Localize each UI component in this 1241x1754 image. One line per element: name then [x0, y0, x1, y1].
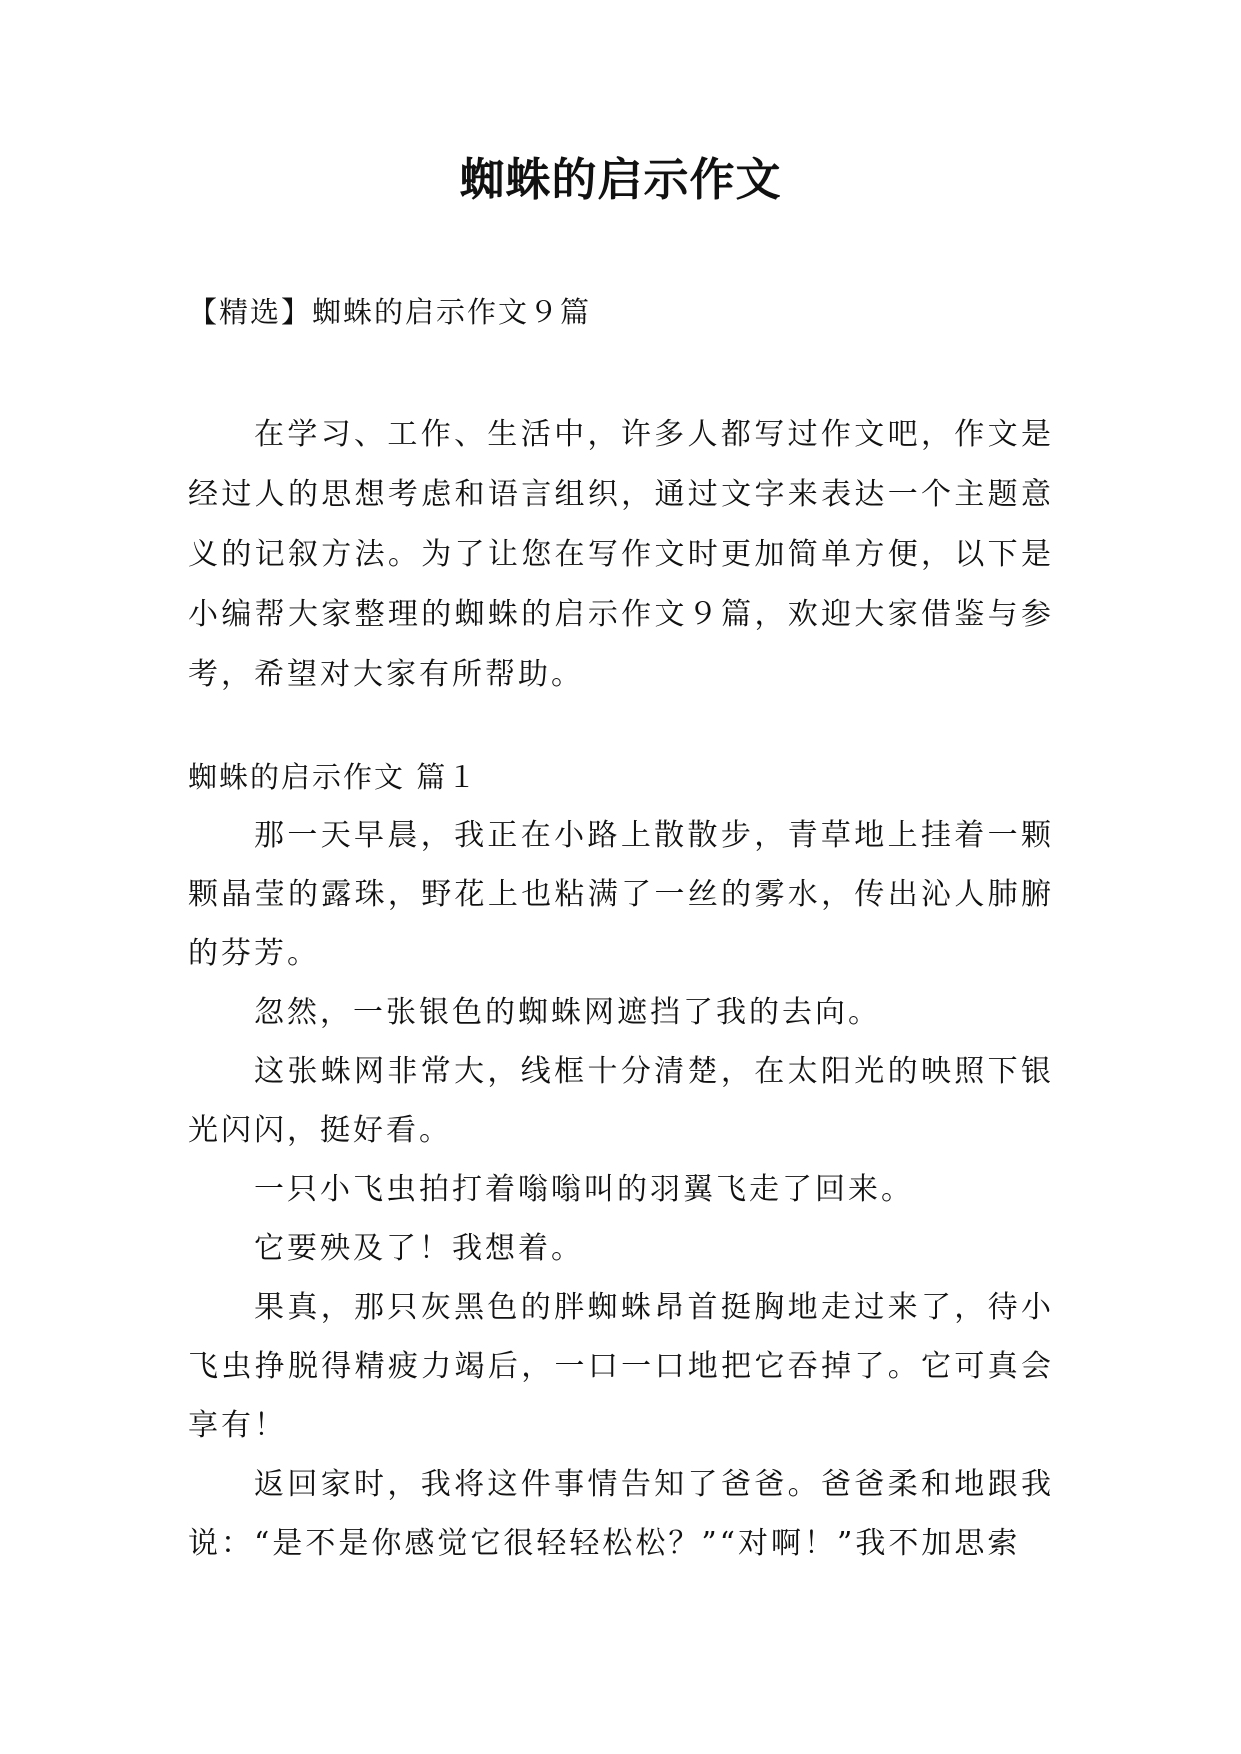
intro-paragraph: 在学习、工作、生活中，许多人都写过作文吧，作文是经过人的思想考虑和语言组织，通过文字来表达一个主题意义的记叙方法。为了让您在写作文时更加简单方便，以下是小编帮大家整理的蜘蛛的启示作文９篇，欢迎大家借鉴与参考，希望对大家有所帮助。 — [188, 417, 1054, 692]
document-subtitle: 【精选】蜘蛛的启示作文９篇 — [188, 295, 592, 329]
essay-paragraph: 它要殃及了！我想着。 — [254, 1231, 584, 1266]
document-title: 蜘蛛的启示作文 — [459, 153, 782, 206]
section-title: 蜘蛛的启示作文 篇１ — [188, 760, 479, 794]
essay-body — [188, 806, 1054, 1573]
essay-paragraph: 返回家时，我将这件事情告知了爸爸。爸爸柔和地跟我说：“是不是你感觉它很轻轻松松？”“对啊！”我不加思索 — [188, 1467, 1054, 1561]
essay-paragraph: 那一天早晨，我正在小路上散散步，青草地上挂着一颗颗晶莹的露珠，野花上也粘满了一丝的雾水，传出沁人肺腑的芬芳。 — [188, 818, 1054, 971]
essay-paragraph: 这张蛛网非常大，线框十分清楚，在太阳光的映照下银光闪闪，挺好看。 — [188, 1054, 1054, 1148]
essay-paragraph: 忽然，一张银色的蜘蛛网遮挡了我的去向。 — [254, 995, 881, 1030]
essay-paragraph: 果真，那只灰黑色的胖蜘蛛昂首挺胸地走过来了，待小飞虫挣脱得精疲力竭后，一口一口地把它吞掉了。它可真会享有！ — [188, 1290, 1054, 1443]
essay-paragraph: 一只小飞虫拍打着嗡嗡叫的羽翼飞走了回来。 — [254, 1172, 914, 1207]
